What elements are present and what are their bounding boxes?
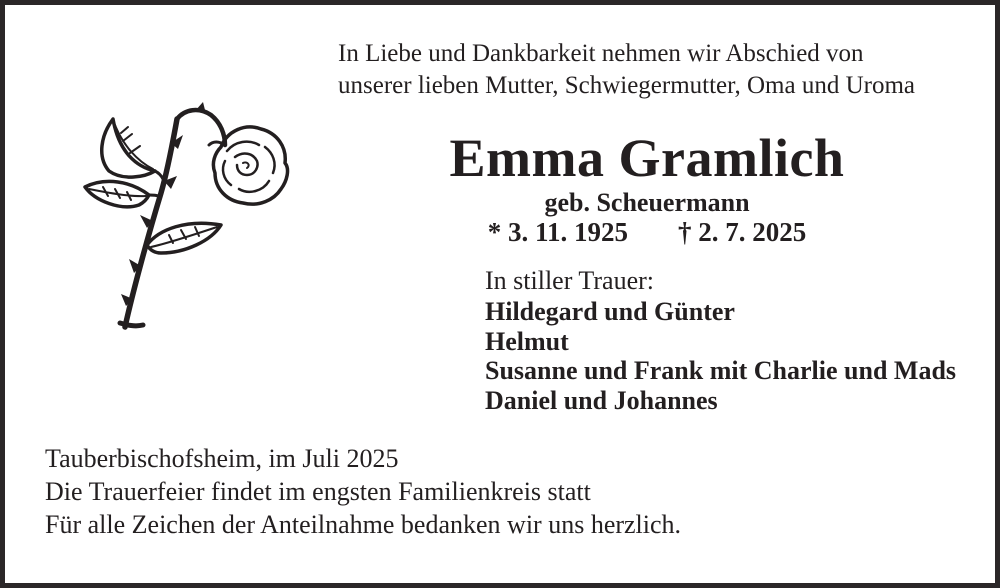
maiden-name: geb. Scheuermann [544,188,750,217]
mourning-header: In stiller Trauer: [485,266,654,295]
thanks-note-line: Für alle Zeichen der Anteilnahme bedanken wir uns herzlich. [45,510,682,539]
life-dates [397,218,897,247]
ceremony-note-line: Die Trauerfeier findet im engsten Familienkreis statt [45,477,591,506]
place-date-line: Tauberbischofsheim, im Juli 2025 [45,444,399,473]
intro-text [338,38,915,102]
deceased-block [397,129,897,247]
birth-date: * 3. 11. 1925 [487,217,628,247]
rose-illustration [73,101,301,341]
mourner-line: Susanne und Frank mit Charlie und Mads [485,356,957,385]
death-date: † 2. 7. 2025 [678,217,807,247]
mourners-list [485,297,956,415]
rose-icon [73,101,301,341]
mourner-line: Helmut [485,326,569,356]
deceased-name: Emma Gramlich [449,128,845,188]
footer-block [45,442,681,541]
intro-line-1: In Liebe und Dankbarkeit nehmen wir Abschied von [338,40,864,67]
mourner-line: Hildegard und Günter [485,297,735,326]
intro-line-2: unserer lieben Mutter, Schwiegermutter, Oma und Uroma [338,72,915,99]
mourner-line: Daniel und Johannes [485,385,718,415]
